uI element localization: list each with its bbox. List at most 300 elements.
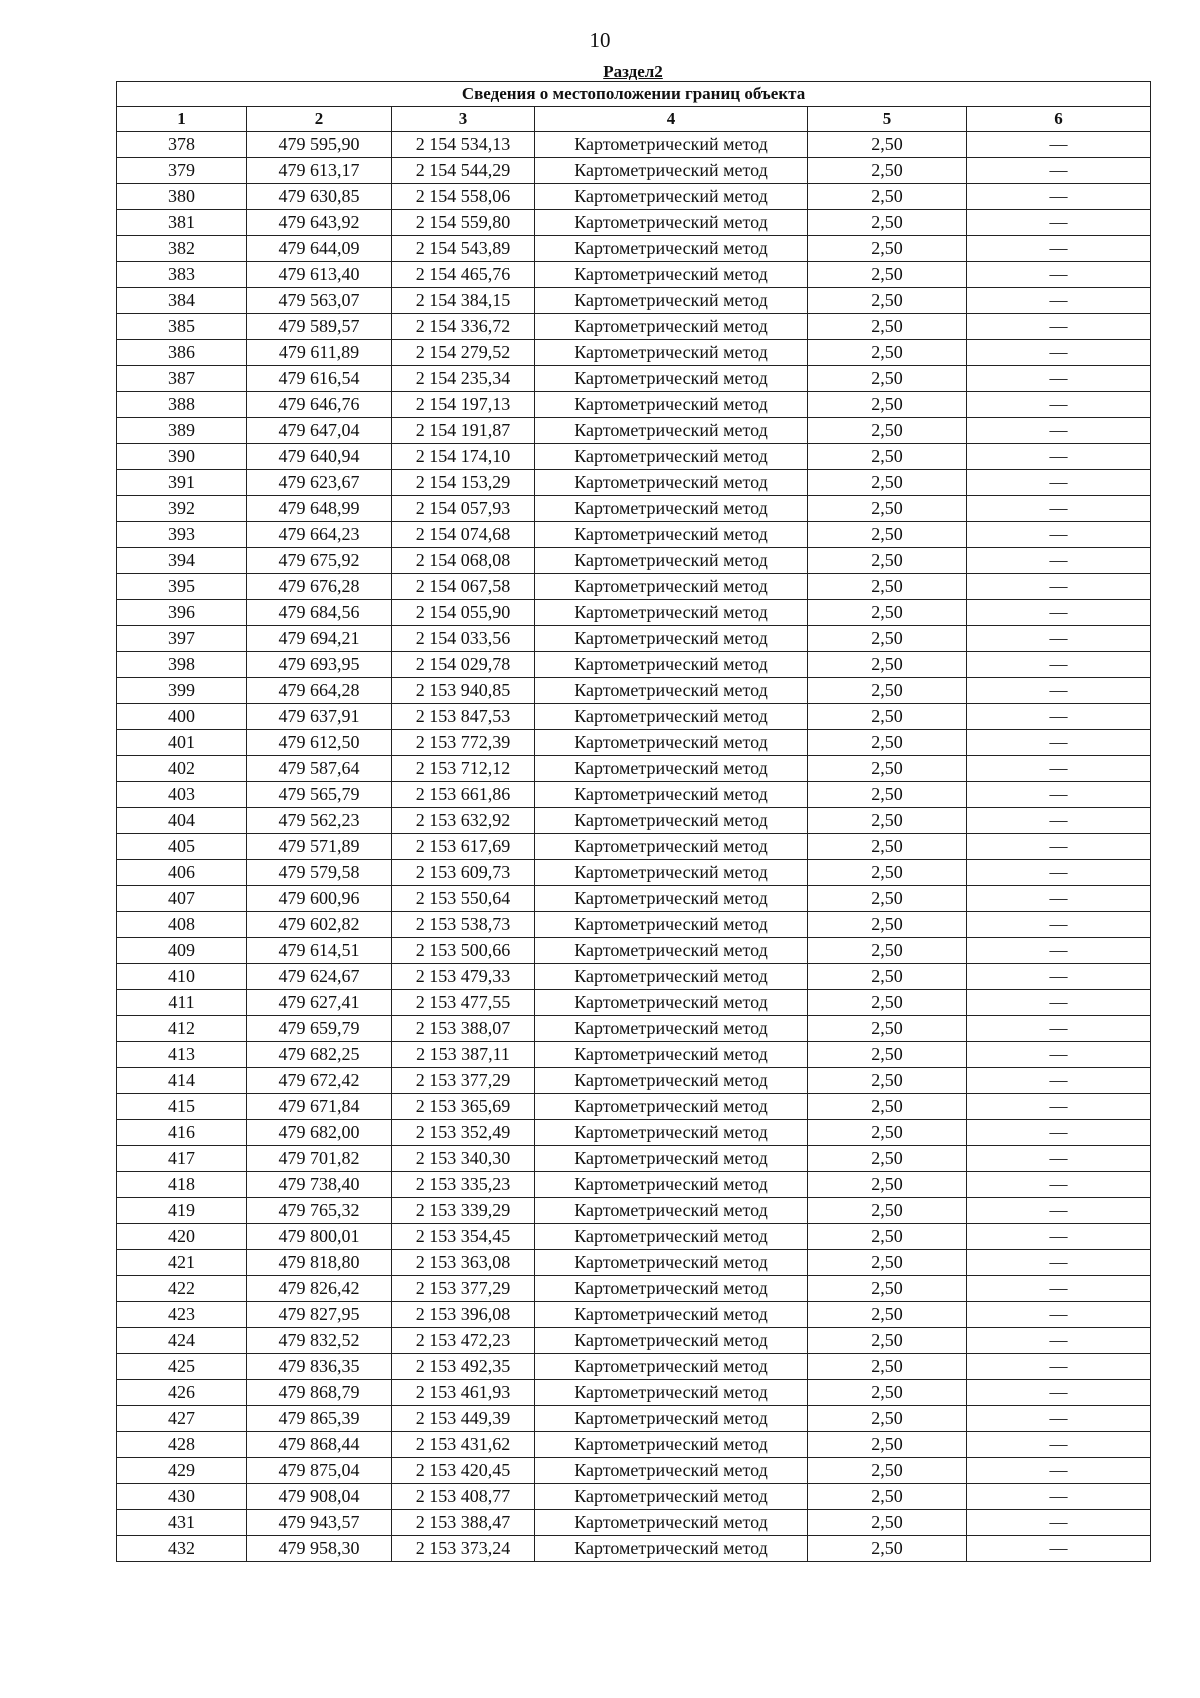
dash-mark: —	[1049, 212, 1068, 232]
point-number-cell: 406	[117, 860, 247, 886]
accuracy-cell: 2,50	[808, 366, 967, 392]
point-number-cell: 421	[117, 1250, 247, 1276]
method-cell: Картометрический метод	[535, 522, 808, 548]
x-coordinate-cell: 479 602,82	[247, 912, 392, 938]
method-cell: Картометрический метод	[535, 678, 808, 704]
table-row	[117, 1354, 1151, 1380]
dash-mark: —	[1049, 706, 1068, 726]
point-number-cell: 390	[117, 444, 247, 470]
table-row	[117, 1510, 1151, 1536]
y-coordinate-cell: 2 154 029,78	[392, 652, 535, 678]
point-number-cell: 416	[117, 1120, 247, 1146]
point-number-cell: 428	[117, 1432, 247, 1458]
x-coordinate-cell: 479 563,07	[247, 288, 392, 314]
note-cell	[967, 132, 1151, 158]
x-coordinate-cell: 479 672,42	[247, 1068, 392, 1094]
point-number-cell: 412	[117, 1016, 247, 1042]
y-coordinate-cell: 2 154 068,08	[392, 548, 535, 574]
point-number-cell: 431	[117, 1510, 247, 1536]
table-row	[117, 444, 1151, 470]
dash-mark: —	[1049, 550, 1068, 570]
y-coordinate-cell: 2 154 465,76	[392, 262, 535, 288]
point-number-cell: 410	[117, 964, 247, 990]
note-cell	[967, 1146, 1151, 1172]
note-cell	[967, 366, 1151, 392]
x-coordinate-cell: 479 646,76	[247, 392, 392, 418]
x-coordinate-cell: 479 738,40	[247, 1172, 392, 1198]
accuracy-cell: 2,50	[808, 730, 967, 756]
accuracy-cell: 2,50	[808, 652, 967, 678]
dash-mark: —	[1049, 1434, 1068, 1454]
x-coordinate-cell: 479 868,79	[247, 1380, 392, 1406]
note-cell	[967, 1042, 1151, 1068]
method-cell: Картометрический метод	[535, 574, 808, 600]
accuracy-cell: 2,50	[808, 158, 967, 184]
dash-mark: —	[1049, 290, 1068, 310]
accuracy-cell: 2,50	[808, 808, 967, 834]
method-cell: Картометрический метод	[535, 1484, 808, 1510]
y-coordinate-cell: 2 153 377,29	[392, 1276, 535, 1302]
point-number-cell: 408	[117, 912, 247, 938]
x-coordinate-cell: 479 671,84	[247, 1094, 392, 1120]
y-coordinate-cell: 2 153 388,47	[392, 1510, 535, 1536]
y-coordinate-cell: 2 154 191,87	[392, 418, 535, 444]
x-coordinate-cell: 479 565,79	[247, 782, 392, 808]
x-coordinate-cell: 479 865,39	[247, 1406, 392, 1432]
dash-mark: —	[1049, 446, 1068, 466]
accuracy-cell: 2,50	[808, 912, 967, 938]
table-row	[117, 392, 1151, 418]
y-coordinate-cell: 2 153 500,66	[392, 938, 535, 964]
table-row	[117, 1302, 1151, 1328]
x-coordinate-cell: 479 612,50	[247, 730, 392, 756]
note-cell	[967, 522, 1151, 548]
method-cell: Картометрический метод	[535, 1250, 808, 1276]
dash-mark: —	[1049, 1304, 1068, 1324]
x-coordinate-cell: 479 644,09	[247, 236, 392, 262]
point-number-cell: 388	[117, 392, 247, 418]
accuracy-cell: 2,50	[808, 184, 967, 210]
note-cell	[967, 912, 1151, 938]
y-coordinate-cell: 2 153 340,30	[392, 1146, 535, 1172]
point-number-cell: 402	[117, 756, 247, 782]
point-number-cell: 389	[117, 418, 247, 444]
table-row	[117, 1328, 1151, 1354]
dash-mark: —	[1049, 238, 1068, 258]
method-cell: Картометрический метод	[535, 808, 808, 834]
y-coordinate-cell: 2 153 377,29	[392, 1068, 535, 1094]
note-cell	[967, 392, 1151, 418]
table-row	[117, 938, 1151, 964]
method-cell: Картометрический метод	[535, 782, 808, 808]
x-coordinate-cell: 479 595,90	[247, 132, 392, 158]
note-cell	[967, 496, 1151, 522]
method-cell: Картометрический метод	[535, 496, 808, 522]
accuracy-cell: 2,50	[808, 314, 967, 340]
accuracy-cell: 2,50	[808, 964, 967, 990]
dash-mark: —	[1049, 680, 1068, 700]
dash-mark: —	[1049, 914, 1068, 934]
table-row	[117, 1458, 1151, 1484]
point-number-cell: 413	[117, 1042, 247, 1068]
y-coordinate-cell: 2 153 461,93	[392, 1380, 535, 1406]
note-cell	[967, 574, 1151, 600]
table-row	[117, 210, 1151, 236]
note-cell	[967, 1510, 1151, 1536]
column-number-3: 3	[392, 107, 535, 132]
method-cell: Картометрический метод	[535, 1198, 808, 1224]
table-row	[117, 1224, 1151, 1250]
x-coordinate-cell: 479 832,52	[247, 1328, 392, 1354]
method-cell: Картометрический метод	[535, 704, 808, 730]
x-coordinate-cell: 479 624,67	[247, 964, 392, 990]
point-number-cell: 397	[117, 626, 247, 652]
point-number-cell: 429	[117, 1458, 247, 1484]
dash-mark: —	[1049, 1200, 1068, 1220]
point-number-cell: 411	[117, 990, 247, 1016]
point-number-cell: 380	[117, 184, 247, 210]
note-cell	[967, 1484, 1151, 1510]
note-cell	[967, 756, 1151, 782]
dash-mark: —	[1049, 394, 1068, 414]
y-coordinate-cell: 2 153 479,33	[392, 964, 535, 990]
dash-mark: —	[1049, 1538, 1068, 1558]
x-coordinate-cell: 479 818,80	[247, 1250, 392, 1276]
accuracy-cell: 2,50	[808, 522, 967, 548]
accuracy-cell: 2,50	[808, 626, 967, 652]
accuracy-cell: 2,50	[808, 1198, 967, 1224]
point-number-cell: 419	[117, 1198, 247, 1224]
note-cell	[967, 704, 1151, 730]
note-cell	[967, 964, 1151, 990]
dash-mark: —	[1049, 602, 1068, 622]
y-coordinate-cell: 2 153 617,69	[392, 834, 535, 860]
x-coordinate-cell: 479 571,89	[247, 834, 392, 860]
x-coordinate-cell: 479 682,00	[247, 1120, 392, 1146]
method-cell: Картометрический метод	[535, 1276, 808, 1302]
x-coordinate-cell: 479 800,01	[247, 1224, 392, 1250]
table-caption-row	[117, 82, 1151, 107]
y-coordinate-cell: 2 154 033,56	[392, 626, 535, 652]
method-cell: Картометрический метод	[535, 756, 808, 782]
accuracy-cell: 2,50	[808, 1536, 967, 1562]
table-row	[117, 1406, 1151, 1432]
note-cell	[967, 1354, 1151, 1380]
method-cell: Картометрический метод	[535, 1536, 808, 1562]
y-coordinate-cell: 2 153 388,07	[392, 1016, 535, 1042]
accuracy-cell: 2,50	[808, 704, 967, 730]
x-coordinate-cell: 479 684,56	[247, 600, 392, 626]
note-cell	[967, 860, 1151, 886]
point-number-cell: 393	[117, 522, 247, 548]
y-coordinate-cell: 2 153 449,39	[392, 1406, 535, 1432]
dash-mark: —	[1049, 1122, 1068, 1142]
accuracy-cell: 2,50	[808, 886, 967, 912]
x-coordinate-cell: 479 868,44	[247, 1432, 392, 1458]
dash-mark: —	[1049, 1070, 1068, 1090]
accuracy-cell: 2,50	[808, 418, 967, 444]
note-cell	[967, 184, 1151, 210]
point-number-cell: 425	[117, 1354, 247, 1380]
accuracy-cell: 2,50	[808, 392, 967, 418]
y-coordinate-cell: 2 153 352,49	[392, 1120, 535, 1146]
x-coordinate-cell: 479 675,92	[247, 548, 392, 574]
dash-mark: —	[1049, 654, 1068, 674]
point-number-cell: 387	[117, 366, 247, 392]
accuracy-cell: 2,50	[808, 1250, 967, 1276]
y-coordinate-cell: 2 154 174,10	[392, 444, 535, 470]
dash-mark: —	[1049, 862, 1068, 882]
note-cell	[967, 262, 1151, 288]
accuracy-cell: 2,50	[808, 782, 967, 808]
point-number-cell: 379	[117, 158, 247, 184]
point-number-cell: 417	[117, 1146, 247, 1172]
method-cell: Картометрический метод	[535, 886, 808, 912]
note-cell	[967, 1432, 1151, 1458]
table-row	[117, 1094, 1151, 1120]
point-number-cell: 401	[117, 730, 247, 756]
y-coordinate-cell: 2 153 339,29	[392, 1198, 535, 1224]
table-row	[117, 782, 1151, 808]
x-coordinate-cell: 479 640,94	[247, 444, 392, 470]
dash-mark: —	[1049, 758, 1068, 778]
point-number-cell: 382	[117, 236, 247, 262]
note-cell	[967, 1328, 1151, 1354]
method-cell: Картометрический метод	[535, 1042, 808, 1068]
accuracy-cell: 2,50	[808, 1016, 967, 1042]
dash-mark: —	[1049, 264, 1068, 284]
table-row	[117, 1198, 1151, 1224]
dash-mark: —	[1049, 1226, 1068, 1246]
table-row	[117, 1146, 1151, 1172]
method-cell: Картометрический метод	[535, 132, 808, 158]
x-coordinate-cell: 479 587,64	[247, 756, 392, 782]
point-number-cell: 432	[117, 1536, 247, 1562]
column-number-1: 1	[117, 107, 247, 132]
point-number-cell: 414	[117, 1068, 247, 1094]
accuracy-cell: 2,50	[808, 1354, 967, 1380]
y-coordinate-cell: 2 153 396,08	[392, 1302, 535, 1328]
table-row	[117, 418, 1151, 444]
table-row	[117, 1172, 1151, 1198]
accuracy-cell: 2,50	[808, 938, 967, 964]
method-cell: Картометрический метод	[535, 1146, 808, 1172]
x-coordinate-cell: 479 659,79	[247, 1016, 392, 1042]
table-row	[117, 132, 1151, 158]
dash-mark: —	[1049, 1330, 1068, 1350]
accuracy-cell: 2,50	[808, 834, 967, 860]
x-coordinate-cell: 479 613,17	[247, 158, 392, 184]
note-cell	[967, 288, 1151, 314]
note-cell	[967, 938, 1151, 964]
accuracy-cell: 2,50	[808, 1224, 967, 1250]
dash-mark: —	[1049, 1512, 1068, 1532]
y-coordinate-cell: 2 153 609,73	[392, 860, 535, 886]
method-cell: Картометрический метод	[535, 418, 808, 444]
table-row	[117, 652, 1151, 678]
accuracy-cell: 2,50	[808, 600, 967, 626]
dash-mark: —	[1049, 1096, 1068, 1116]
table-row	[117, 548, 1151, 574]
table-row	[117, 1068, 1151, 1094]
table-row	[117, 730, 1151, 756]
accuracy-cell: 2,50	[808, 990, 967, 1016]
table-row	[117, 1380, 1151, 1406]
y-coordinate-cell: 2 154 279,52	[392, 340, 535, 366]
accuracy-cell: 2,50	[808, 262, 967, 288]
point-number-cell: 430	[117, 1484, 247, 1510]
dash-mark: —	[1049, 316, 1068, 336]
note-cell	[967, 236, 1151, 262]
method-cell: Картометрический метод	[535, 1172, 808, 1198]
x-coordinate-cell: 479 694,21	[247, 626, 392, 652]
note-cell	[967, 808, 1151, 834]
dash-mark: —	[1049, 1252, 1068, 1272]
accuracy-cell: 2,50	[808, 1120, 967, 1146]
dash-mark: —	[1049, 1278, 1068, 1298]
accuracy-cell: 2,50	[808, 1302, 967, 1328]
method-cell: Картометрический метод	[535, 730, 808, 756]
method-cell: Картометрический метод	[535, 184, 808, 210]
x-coordinate-cell: 479 701,82	[247, 1146, 392, 1172]
method-cell: Картометрический метод	[535, 626, 808, 652]
y-coordinate-cell: 2 153 492,35	[392, 1354, 535, 1380]
point-number-cell: 404	[117, 808, 247, 834]
y-coordinate-cell: 2 153 420,45	[392, 1458, 535, 1484]
accuracy-cell: 2,50	[808, 1068, 967, 1094]
point-number-cell: 427	[117, 1406, 247, 1432]
point-number-cell: 405	[117, 834, 247, 860]
y-coordinate-cell: 2 153 472,23	[392, 1328, 535, 1354]
x-coordinate-cell: 479 765,32	[247, 1198, 392, 1224]
y-coordinate-cell: 2 153 632,92	[392, 808, 535, 834]
method-cell: Картометрический метод	[535, 366, 808, 392]
method-cell: Картометрический метод	[535, 1354, 808, 1380]
dash-mark: —	[1049, 940, 1068, 960]
y-coordinate-cell: 2 154 384,15	[392, 288, 535, 314]
note-cell	[967, 1068, 1151, 1094]
accuracy-cell: 2,50	[808, 288, 967, 314]
x-coordinate-cell: 479 616,54	[247, 366, 392, 392]
note-cell	[967, 1198, 1151, 1224]
note-cell	[967, 834, 1151, 860]
y-coordinate-cell: 2 153 477,55	[392, 990, 535, 1016]
dash-mark: —	[1049, 160, 1068, 180]
table-row	[117, 1536, 1151, 1562]
table-row	[117, 834, 1151, 860]
table-row	[117, 1484, 1151, 1510]
method-cell: Картометрический метод	[535, 860, 808, 886]
dash-mark: —	[1049, 134, 1068, 154]
point-number-cell: 422	[117, 1276, 247, 1302]
point-number-cell: 399	[117, 678, 247, 704]
table-row	[117, 340, 1151, 366]
accuracy-cell: 2,50	[808, 756, 967, 782]
table-row	[117, 704, 1151, 730]
accuracy-cell: 2,50	[808, 1510, 967, 1536]
dash-mark: —	[1049, 498, 1068, 518]
y-coordinate-cell: 2 154 534,13	[392, 132, 535, 158]
method-cell: Картометрический метод	[535, 210, 808, 236]
point-number-cell: 418	[117, 1172, 247, 1198]
x-coordinate-cell: 479 627,41	[247, 990, 392, 1016]
method-cell: Картометрический метод	[535, 1510, 808, 1536]
x-coordinate-cell: 479 664,28	[247, 678, 392, 704]
method-cell: Картометрический метод	[535, 262, 808, 288]
table-row	[117, 1250, 1151, 1276]
x-coordinate-cell: 479 614,51	[247, 938, 392, 964]
method-cell: Картометрический метод	[535, 1432, 808, 1458]
table-row	[117, 678, 1151, 704]
x-coordinate-cell: 479 693,95	[247, 652, 392, 678]
method-cell: Картометрический метод	[535, 1406, 808, 1432]
note-cell	[967, 730, 1151, 756]
x-coordinate-cell: 479 613,40	[247, 262, 392, 288]
note-cell	[967, 1172, 1151, 1198]
column-number-5: 5	[808, 107, 967, 132]
x-coordinate-cell: 479 623,67	[247, 470, 392, 496]
point-number-cell: 392	[117, 496, 247, 522]
page-number: 10	[589, 28, 611, 52]
y-coordinate-cell: 2 153 772,39	[392, 730, 535, 756]
y-coordinate-cell: 2 154 544,29	[392, 158, 535, 184]
point-number-cell: 400	[117, 704, 247, 730]
table-row	[117, 366, 1151, 392]
table-row	[117, 912, 1151, 938]
table-row	[117, 184, 1151, 210]
method-cell: Картометрический метод	[535, 652, 808, 678]
y-coordinate-cell: 2 154 197,13	[392, 392, 535, 418]
accuracy-cell: 2,50	[808, 1042, 967, 1068]
accuracy-cell: 2,50	[808, 496, 967, 522]
note-cell	[967, 600, 1151, 626]
note-cell	[967, 1094, 1151, 1120]
point-number-cell: 426	[117, 1380, 247, 1406]
method-cell: Картометрический метод	[535, 158, 808, 184]
x-coordinate-cell: 479 600,96	[247, 886, 392, 912]
y-coordinate-cell: 2 153 408,77	[392, 1484, 535, 1510]
column-number-row	[117, 107, 1151, 132]
dash-mark: —	[1049, 576, 1068, 596]
y-coordinate-cell: 2 154 055,90	[392, 600, 535, 626]
accuracy-cell: 2,50	[808, 1484, 967, 1510]
table-row	[117, 600, 1151, 626]
accuracy-cell: 2,50	[808, 470, 967, 496]
x-coordinate-cell: 479 562,23	[247, 808, 392, 834]
note-cell	[967, 1276, 1151, 1302]
column-number-4: 4	[535, 107, 808, 132]
accuracy-cell: 2,50	[808, 1146, 967, 1172]
table-row	[117, 964, 1151, 990]
method-cell: Картометрический метод	[535, 912, 808, 938]
accuracy-cell: 2,50	[808, 444, 967, 470]
y-coordinate-cell: 2 154 057,93	[392, 496, 535, 522]
x-coordinate-cell: 479 648,99	[247, 496, 392, 522]
method-cell: Картометрический метод	[535, 1302, 808, 1328]
accuracy-cell: 2,50	[808, 1094, 967, 1120]
accuracy-cell: 2,50	[808, 678, 967, 704]
point-number-cell: 394	[117, 548, 247, 574]
y-coordinate-cell: 2 153 431,62	[392, 1432, 535, 1458]
y-coordinate-cell: 2 153 847,53	[392, 704, 535, 730]
method-cell: Картометрический метод	[535, 990, 808, 1016]
accuracy-cell: 2,50	[808, 1380, 967, 1406]
method-cell: Картометрический метод	[535, 1458, 808, 1484]
y-coordinate-cell: 2 154 559,80	[392, 210, 535, 236]
point-number-cell: 407	[117, 886, 247, 912]
method-cell: Картометрический метод	[535, 1328, 808, 1354]
method-cell: Картометрический метод	[535, 1120, 808, 1146]
